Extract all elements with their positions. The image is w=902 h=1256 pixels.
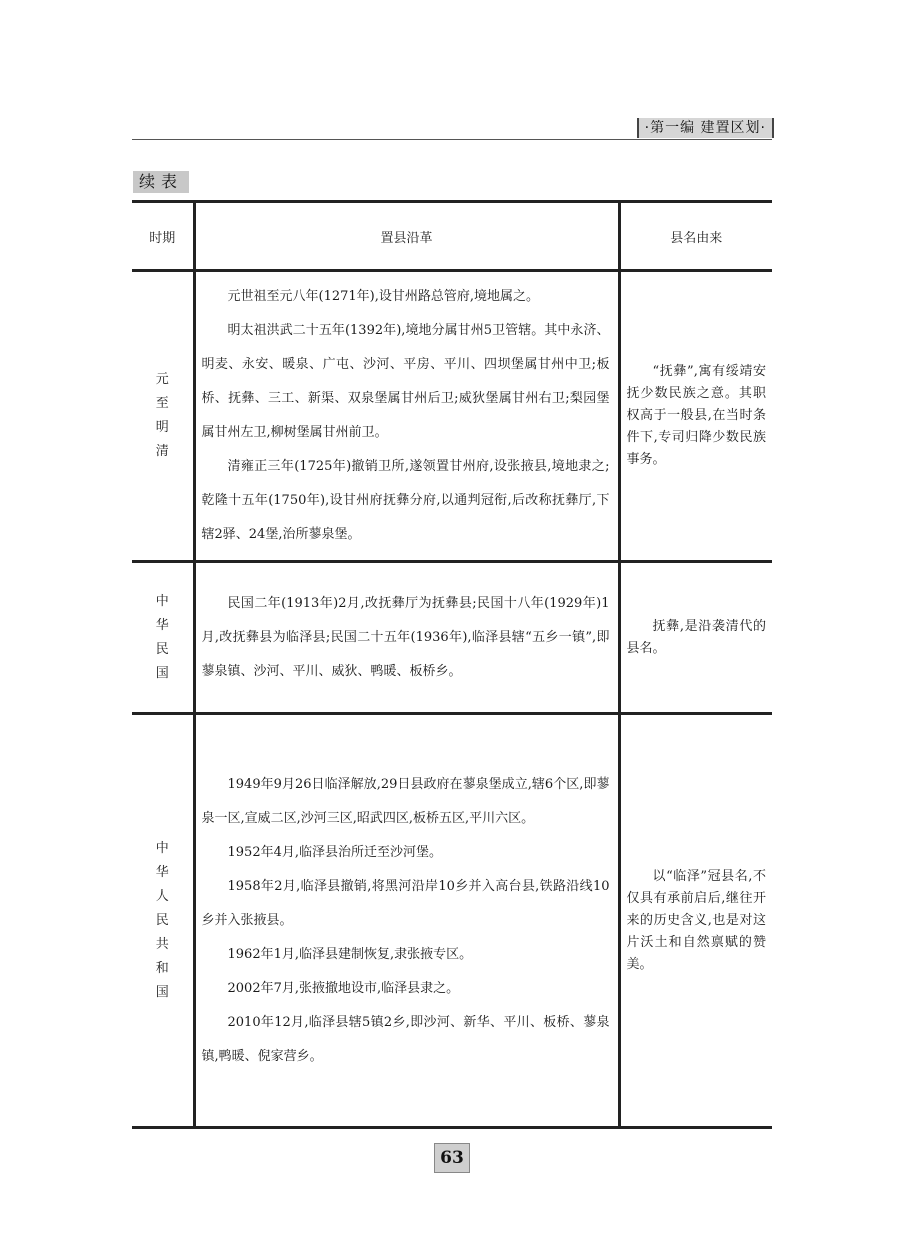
header-period: 时期 [132, 202, 194, 271]
origin-cell: 以“临泽”冠县名,不仅具有承前启后,继往开来的历史含义,也是对这片沃土和自然禀赋的赞美。 [619, 714, 772, 1128]
header-divider [132, 139, 772, 140]
history-paragraph: 2002年7月,张掖撤地设市,临泽县隶之。 [227, 980, 460, 996]
history-paragraph: 明太祖洪武二十五年(1392年),境地分属甘州5卫管辖。其中永济、明麦、永安、暖泉、广屯、沙河、平房、平川、四坝堡属甘州中卫;板桥、抚彝、三工、新渠、双泉堡属甘州后卫;威狄堡属甘州右卫;梨园堡属甘州左卫,柳树堡属甘州前卫。 [201, 323, 610, 440]
origin-cell: “抚彝”,寓有绥靖安抚少数民族之意。其职权高于一般县,在当时条件下,专司归降少数民族事务。 [619, 271, 772, 562]
header-origin: 县名由来 [619, 202, 772, 271]
history-paragraph: 元世祖至元八年(1271年),设甘州路总管府,境地属之。 [227, 289, 539, 304]
header-history: 置县沿革 [194, 202, 619, 271]
origin-cell: 抚彝,是沿袭清代的县名。 [619, 562, 772, 714]
history-paragraph: 1949年9月26日临泽解放,29日县政府在蓼泉堡成立,辖6个区,即蓼泉一区,宣威二区,沙河三区,昭武四区,板桥五区,平川六区。 [201, 776, 610, 826]
history-cell [194, 562, 619, 714]
table-header-row [132, 202, 772, 271]
period-cell: 元 至 明 清 [132, 271, 194, 562]
history-paragraph: 清雍正三年(1725年)撤销卫所,遂领置甘州府,设张掖县,境地隶之;乾隆十五年(1750年),设甘州府抚彝分府,以通判冠衔,后改称抚彝厅,下辖2驿、24堡,治所蓼泉堡。 [201, 459, 610, 542]
county-history-table [132, 200, 772, 1129]
history-cell [194, 714, 619, 1128]
history-paragraph: 1962年1月,临泽县建制恢复,隶张掖专区。 [227, 946, 473, 962]
history-paragraph: 1958年2月,临泽县撤销,将黑河沿岸10乡并入高台县,铁路沿线10乡并入张掖县。 [201, 878, 610, 928]
period-cell: 中 华 民 国 [132, 562, 194, 714]
continued-table-label: 续表 [133, 171, 189, 193]
section-tag: ·第一编 建置区划· [637, 118, 774, 138]
period-cell: 中 华 人 民 共 和 国 [132, 714, 194, 1128]
table-row [132, 271, 772, 562]
table-row [132, 562, 772, 714]
history-paragraph: 民国二年(1913年)2月,改抚彝厅为抚彝县;民国十八年(1929年)1月,改抚彝县为临泽县;民国二十五年(1936年),临泽县辖“五乡一镇”,即蓼泉镇、沙河、平川、威狄、鸭暖、板桥乡。 [201, 595, 610, 679]
history-cell [194, 271, 619, 562]
history-paragraph: 1952年4月,临泽县治所迁至沙河堡。 [227, 844, 442, 860]
table-row [132, 714, 772, 1128]
history-paragraph: 2010年12月,临泽县辖5镇2乡,即沙河、新华、平川、板桥、蓼泉镇,鸭暖、倪家营乡。 [201, 1014, 610, 1064]
page-number: 63 [434, 1143, 470, 1173]
